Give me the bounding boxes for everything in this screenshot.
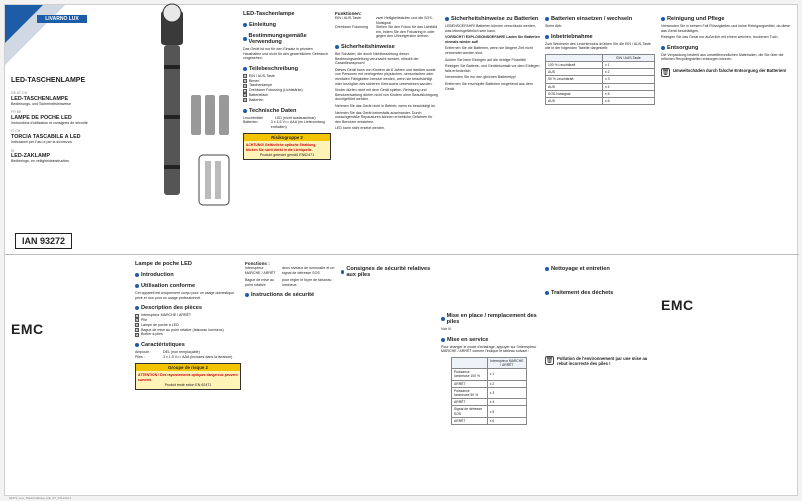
table-row xyxy=(452,417,527,424)
de-section-title: LED-Taschenlampe xyxy=(243,11,295,17)
list-item-text: Lampe de poche à LED xyxy=(141,322,179,327)
fr-usage-heading xyxy=(135,283,241,289)
list-item: 4 Drehbarer Fokusring (Lichtstärke) xyxy=(244,88,303,93)
list-item-text: Boîtier à piles xyxy=(141,332,163,337)
emc-mark: EMC xyxy=(11,321,44,337)
fr-safety-heading-text: Instructions de sécurité xyxy=(251,292,315,299)
emc-panel xyxy=(11,261,129,493)
cover-language-entry xyxy=(11,91,127,106)
table-cell: AUS xyxy=(546,83,603,90)
table-row xyxy=(452,380,527,387)
de-safety-item: LED kann nicht ersetzt werden. xyxy=(335,126,385,131)
table-cell: 50 % Leuchtkraft xyxy=(546,76,603,83)
de-dispose-text: Die Verpackung besteht aus umweltfreundlichen Materialien, die Sie über die örtlichen Recyclingstellen entsorgen können. xyxy=(661,52,784,62)
fr-tech-heading xyxy=(135,342,241,348)
fr-function-key: Bague de mise au point rotative xyxy=(245,278,274,287)
fr-parts-heading xyxy=(135,305,241,311)
table-cell: ARRÊT xyxy=(452,380,488,387)
fr-section-title: Lampe de poche LED xyxy=(135,261,192,267)
fr-dispose-note-text: Pollution de l'environnement par une mise au rebut incorrecte des piles ! xyxy=(557,356,648,367)
de-insert-heading xyxy=(545,16,655,22)
de-insert-heading-text: Batterien einsetzen / wechseln xyxy=(551,16,633,22)
table-row xyxy=(546,76,655,83)
cover-panel xyxy=(5,5,131,254)
document-sheet xyxy=(4,4,798,500)
de-function-row xyxy=(335,16,439,25)
table-header-cell xyxy=(546,54,603,61)
table-cell: 100 % Leuchtkraft xyxy=(546,61,603,68)
table-cell: Puissance lumineuse 100 % xyxy=(452,369,488,380)
de-clean-heading-text: Reinigung und Pflege xyxy=(667,16,725,22)
fr-modes-table xyxy=(451,357,527,425)
de-battery-item: VORSICHT! EXPLOSIONSGEFAHR! Laden Sie Batterien niemals wieder auf! xyxy=(445,35,540,44)
cover-language-entry xyxy=(11,110,127,125)
fr-function-row xyxy=(245,278,337,287)
fr-intro-heading xyxy=(135,272,241,278)
cover-language-title: TORCIA TASCABILE A LED xyxy=(11,133,81,140)
table-row xyxy=(452,387,527,398)
fr-risk-group-text: ATTENTION ! Des rayonnements optiques dangereux peuvent survenir. xyxy=(138,373,238,382)
list-item: 4 Bague de mise au point rotative (faisceau lumineux) xyxy=(136,327,224,332)
table-cell: x 4 xyxy=(487,399,526,406)
fr-function-key: Interrupteur MARCHE / ARRÊT xyxy=(245,266,276,275)
de-safety-heading xyxy=(335,44,439,50)
fr-battery-heading xyxy=(341,266,437,278)
fr-function-value: deux niveaux de luminosité et un signal de détresse SOS xyxy=(282,266,335,275)
de-battery-heading xyxy=(445,16,541,22)
cover-main-title: LED-TASCHENLAMPE xyxy=(11,77,86,84)
fr-column-2 xyxy=(245,261,337,493)
list-item: 5 Batteriefach xyxy=(244,92,269,98)
fr-tech-row xyxy=(135,355,241,360)
de-parts-heading-text: Teilebeschreibung xyxy=(249,65,299,72)
list-item-text: Pile xyxy=(141,317,147,322)
print-footer: 93272_Lux_Taschenlampe_DE_AT_CH.indd 1 xyxy=(9,496,71,500)
de-clean-item: Reinigen Sie das Gerät nur äußerlich mit einem weichen, trockenen Tuch. xyxy=(661,35,779,40)
list-item-text: Bague de mise au point rotative (faisceau lumineux) xyxy=(141,327,224,332)
table-row xyxy=(546,69,655,76)
bullet-icon xyxy=(335,45,339,49)
de-intro-heading xyxy=(243,22,331,28)
fr-safety-heading xyxy=(245,292,337,298)
cover-language-title: LED-TASCHENLAMPE xyxy=(11,95,69,102)
fr-tech-value: DEL (non remplaçable) xyxy=(163,350,200,355)
cover-language-subtitle: Bedienungs- und Sicherheitshinweise xyxy=(11,101,71,106)
fr-risk-group-box xyxy=(135,363,241,390)
bullet-icon xyxy=(445,17,449,21)
list-item: 2 Pile xyxy=(136,317,147,323)
table-cell: x 5 xyxy=(487,406,526,417)
fr-insert-text: Voir ill. xyxy=(441,327,452,331)
de-safety-item: Nehmen Sie das Gerät keinesfalls auseinander. Durch unsachgemäße Reparaturen können erhebliche Gefahren für den Benutzer entstehen. xyxy=(335,110,433,124)
list-item: 5 Boîtier à piles xyxy=(136,332,163,337)
table-cell: Signal de détresse SOS xyxy=(452,406,488,417)
de-battery-item: Verwenden Sie nur den gleichen Batterietyp! xyxy=(445,75,516,80)
fr-function-value: pour régler le foyer de faisceau lumineux. xyxy=(282,278,332,287)
bullet-icon xyxy=(545,17,549,21)
list-item-text: EIN / AUS-Taste xyxy=(249,73,275,78)
cover-language-subtitle: Instructions d'utilisation et consignes de sécurité xyxy=(11,120,88,125)
de-battery-heading-text: Sicherheitshinweise zu Batterien xyxy=(451,16,539,22)
list-item-text: Birnen xyxy=(249,78,260,83)
de-start-text: Zum Wechseln des Leuchtmodus drücken Sie die EIN / AUS-Taste wie in der folgenden Tabelle dargestellt: xyxy=(545,41,651,51)
fr-tech-heading-text: Caractéristiques xyxy=(141,342,185,349)
de-battery-item: Reinigen Sie Batterie- und Gerätekontakt vor dem Einlegen falls erforderlich. xyxy=(445,64,540,73)
fr-tech-key: Piles : xyxy=(135,354,145,359)
de-risk-group-title: Risikogruppe 2 xyxy=(244,134,330,141)
fr-risk-group-code: Produit testé selon EN 62471 xyxy=(164,382,212,387)
fr-functions-heading: Fonctions : xyxy=(245,261,270,266)
list-item: 1 Interrupteur MARCHE / ARRÊT xyxy=(136,313,192,318)
crossed-bin-icon: 🗑 xyxy=(545,358,554,364)
fr-start-heading-text: Mise en service xyxy=(447,336,489,343)
page-fold-line xyxy=(5,254,799,255)
fr-parts-heading-text: Description des pièces xyxy=(141,305,202,312)
de-clean-item: Verwenden Sie in keinem Fall Flüssigkeiten und keine Reinigungsmittel, da diese das Gerät beschädigen. xyxy=(661,24,791,33)
fr-tech-value: 3 x 1,5 V== AAA (incluses dans la livraison) xyxy=(163,354,233,359)
list-item-text: Batteriefach xyxy=(249,92,269,97)
list-item: 3 Taschenlampe xyxy=(244,83,273,88)
fr-clean-heading-text: Nettoyage et entretien xyxy=(551,266,610,272)
fr-dispose-note xyxy=(545,356,655,367)
bullet-icon xyxy=(661,46,665,50)
emc-panel-right xyxy=(661,261,795,493)
de-tech-value: LED (nicht austauschbar) xyxy=(275,115,316,120)
list-item-text: Interrupteur MARCHE / ARRÊT xyxy=(141,313,192,318)
list-item-text: Batterien xyxy=(249,97,264,102)
de-column-1 xyxy=(243,11,331,251)
bullet-icon xyxy=(341,270,344,274)
bullet-icon xyxy=(243,37,247,41)
de-usage-heading xyxy=(243,33,331,45)
ian-number: IAN 93272 xyxy=(15,233,72,249)
de-safety-item: Dieses Gerät kann von Kindern ab 8 Jahren und darüber sowie von Personen mit verringerten physischen, sensorischen oder mentalen Fähigkeiten benutzt werden, wenn sie beaufsichtigt oder bezüglich des sicheren Gebrauchs unterwiesen wurden. xyxy=(335,67,436,86)
list-item: 2 Birnen xyxy=(244,78,260,83)
fr-column-4 xyxy=(441,261,541,493)
product-illustration-panel xyxy=(131,5,241,254)
cover-language-code: SI xyxy=(11,148,15,153)
table-cell: ARRÊT xyxy=(452,417,488,424)
bullet-icon xyxy=(135,343,139,347)
de-dispose-note-text: Umweltschäden durch falsche Entsorgung der Batterien! xyxy=(673,67,787,73)
de-modes-table xyxy=(545,54,655,105)
bullet-icon xyxy=(243,67,247,71)
bullet-icon xyxy=(545,267,549,271)
bullet-icon xyxy=(245,293,249,297)
cover-corner-graphic xyxy=(5,5,65,65)
de-function-key: EIN / AUS-Taste xyxy=(335,16,361,20)
de-function-value: Stellen Sie den Fokus für das Lichtbild ein, indem Sie den Fokusring in oder gegen den Uhrzeigersinn drehen. xyxy=(376,25,438,39)
de-tech-heading xyxy=(243,108,331,114)
cover-language-code: FR BE xyxy=(11,110,22,115)
de-safety-item: Kinder dürfen nicht mit dem Gerät spielen. Reinigung und Benutzerwartung dürfen nicht von Kindern ohne Beaufsichtigung durchgeführt werden. xyxy=(335,88,438,102)
de-usage-heading-text: Bestimmungsgemäße Verwendung xyxy=(248,33,307,45)
fr-clean-heading xyxy=(545,266,655,272)
fr-start-text: Pour changer le mode d'éclairage, appuyer sur l'interrupteur MARCHE / ARRÊT comme l'indique le tableau suivant : xyxy=(441,344,537,354)
fr-intro-heading-text: Introduction xyxy=(141,272,174,278)
de-tech-value: 3 x 1,5 V== AAA (im Lieferumfang enthalten) xyxy=(270,120,325,129)
table-cell: x 5 xyxy=(603,90,655,97)
list-item-text: Taschenlampe xyxy=(249,83,273,88)
fr-usage-heading-text: Utilisation conforme xyxy=(141,283,196,289)
fr-usage-text: Cet appareil est uniquement conçu pour un usage domestique privé et non pour un usage professionnel. xyxy=(135,291,235,300)
fr-insert-heading xyxy=(441,313,541,325)
table-row xyxy=(452,399,527,406)
table-cell: Puissance lumineuse 50 % xyxy=(452,387,488,398)
de-dispose-note xyxy=(661,68,795,77)
list-item: 3 Lampe de poche à LED xyxy=(136,322,179,328)
de-functions-heading: Funktionen: xyxy=(335,11,362,16)
bullet-icon xyxy=(243,109,247,113)
de-safety-text: Bei Schäden, die durch Nichtbeachtung dieser Bedienungsanleitung verursacht werden, erlischt der Garantieanspruch! xyxy=(335,51,419,66)
fr-dispose-heading xyxy=(545,290,655,296)
table-header-row xyxy=(546,54,655,61)
de-battery-item: Achten Sie beim Einlegen auf die richtige Polarität! xyxy=(445,57,526,62)
bullet-icon xyxy=(135,273,139,277)
flashlight-illustration xyxy=(131,5,241,254)
bullet-icon xyxy=(135,284,139,288)
de-function-row xyxy=(335,25,439,39)
de-column-3 xyxy=(445,11,541,251)
fr-column-1 xyxy=(135,261,241,493)
table-header-cell xyxy=(452,357,488,368)
cover-language-subtitle: Indicazioni per l'uso e per la sicurezza xyxy=(11,139,72,144)
de-tech-key: Batterien: xyxy=(243,120,259,125)
table-row xyxy=(452,406,527,417)
de-column-4 xyxy=(545,11,655,251)
bullet-icon xyxy=(441,317,445,321)
list-item: 1 EIN / AUS-Taste xyxy=(244,73,275,79)
list-item-text: Drehbarer Fokusring (Lichtstärke) xyxy=(249,88,303,93)
de-risk-group-box xyxy=(243,133,331,160)
de-usage-text: Das Gerät ist nur für den Einsatz in privaten Haushalten und nicht für den gewerblichen Gebrauch vorgesehen. xyxy=(243,47,328,61)
table-cell: x 1 xyxy=(487,369,526,380)
brand-logo: LIVARNO LUX xyxy=(37,15,87,23)
table-row xyxy=(452,369,527,380)
de-dispose-heading-text: Entsorgung xyxy=(667,44,699,51)
de-clean-heading xyxy=(661,16,795,22)
fr-dispose-heading-text: Traitement des déchets xyxy=(551,290,614,296)
cover-language-subtitle: Bedienings- en veiligheidsinstructies xyxy=(11,159,69,164)
de-battery-item: LEBENSGEFAHR! Batterien können verschluckt werden, was lebensgefährlich sein kann. xyxy=(445,24,536,33)
de-battery-item: Entfernen Sie erschöpfte Batterien umgehend aus dem Gerät. xyxy=(445,81,533,91)
bullet-icon xyxy=(545,35,549,39)
de-column-2 xyxy=(335,11,439,251)
fr-tech-key: Ampoule : xyxy=(135,350,152,355)
table-cell: AUS xyxy=(546,69,603,76)
cover-language-code: DE AT CH xyxy=(11,91,28,95)
bullet-icon xyxy=(545,291,549,295)
fr-risk-group-title: Groupe de risque 2 xyxy=(136,364,240,371)
table-cell: x 3 xyxy=(487,387,526,398)
cover-language-title: LED-ZAKLAMP xyxy=(11,153,50,160)
cover-language-title: LAMPE DE POCHE LED xyxy=(11,114,72,121)
cover-language-entry xyxy=(11,149,127,164)
table-row xyxy=(546,83,655,90)
fr-function-row xyxy=(245,266,337,275)
emc-mark: EMC xyxy=(661,297,694,313)
fr-column-5 xyxy=(545,261,655,493)
de-tech-heading-text: Technische Daten xyxy=(249,107,297,114)
de-function-value: zwei Helligkeitsstufen und die SOS-Notsignal xyxy=(376,16,433,25)
fr-parts-list xyxy=(135,313,241,337)
table-header-cell: Interrupteur MARCHE / ARRÊT xyxy=(487,357,526,368)
de-tech-row xyxy=(243,120,331,129)
table-cell: x 1 xyxy=(603,61,655,68)
table-cell: ARRÊT xyxy=(452,399,488,406)
table-row xyxy=(546,61,655,68)
table-cell: x 6 xyxy=(487,417,526,424)
fr-insert-heading-text: Mise en place / remplacement des piles xyxy=(446,313,537,325)
table-row xyxy=(546,90,655,97)
table-header-row xyxy=(452,357,527,368)
de-intro-heading-text: Einleitung xyxy=(249,22,277,28)
fr-battery-heading-text: Consignes de sécurité relatives aux piles xyxy=(346,266,431,278)
fr-column-3 xyxy=(341,261,437,493)
de-tech-key: Leuchtmittel: xyxy=(243,115,264,120)
de-risk-group-code: Produkt getestet gemäß EN62471 xyxy=(259,152,315,157)
table-cell: x 3 xyxy=(603,76,655,83)
table-cell: x 6 xyxy=(603,98,655,105)
list-item: 6 Batterien xyxy=(244,97,264,103)
de-start-heading-text: Inbetriebnahme xyxy=(551,33,593,40)
de-dispose-heading xyxy=(661,45,795,51)
bullet-icon xyxy=(441,338,445,342)
bullet-icon xyxy=(243,23,247,27)
de-safety-heading-text: Sicherheitshinweise xyxy=(341,43,395,50)
table-cell: AUS xyxy=(546,98,603,105)
table-row xyxy=(546,98,655,105)
de-parts-heading xyxy=(243,66,331,72)
cover-language-code: IT CH xyxy=(11,129,21,134)
cover-language-list xyxy=(11,91,127,164)
bullet-icon xyxy=(135,306,139,310)
table-cell: x 4 xyxy=(603,83,655,90)
table-cell: SOS-Notsignal xyxy=(546,90,603,97)
cover-language-entry xyxy=(11,129,127,144)
crossed-bin-icon: 🗑 xyxy=(661,69,670,76)
table-cell: x 2 xyxy=(603,69,655,76)
de-start-heading xyxy=(545,34,655,40)
table-header-cell: EIN / AUS-Taste xyxy=(603,54,655,61)
de-safety-item: Nehmen Sie das Gerät nicht in Betrieb, wenn es beschädigt ist. xyxy=(335,103,436,108)
table-cell: x 2 xyxy=(487,380,526,387)
de-parts-list xyxy=(243,74,331,103)
de-risk-group-text: ACHTUNG! Gefährliche optische Strahlung, blicken Sie nicht direkt in die Lichtquelle. xyxy=(246,143,317,152)
fr-start-heading xyxy=(441,337,541,343)
de-column-5 xyxy=(661,11,795,251)
de-function-key: Drehbarer Fokusring xyxy=(335,25,368,30)
de-battery-item: Entfernen Sie die Batterien, wenn sie längere Zeit nicht verwendet worden sind. xyxy=(445,46,533,55)
de-insert-text: Siehe Abb. xyxy=(545,24,563,28)
bullet-icon xyxy=(661,17,665,21)
